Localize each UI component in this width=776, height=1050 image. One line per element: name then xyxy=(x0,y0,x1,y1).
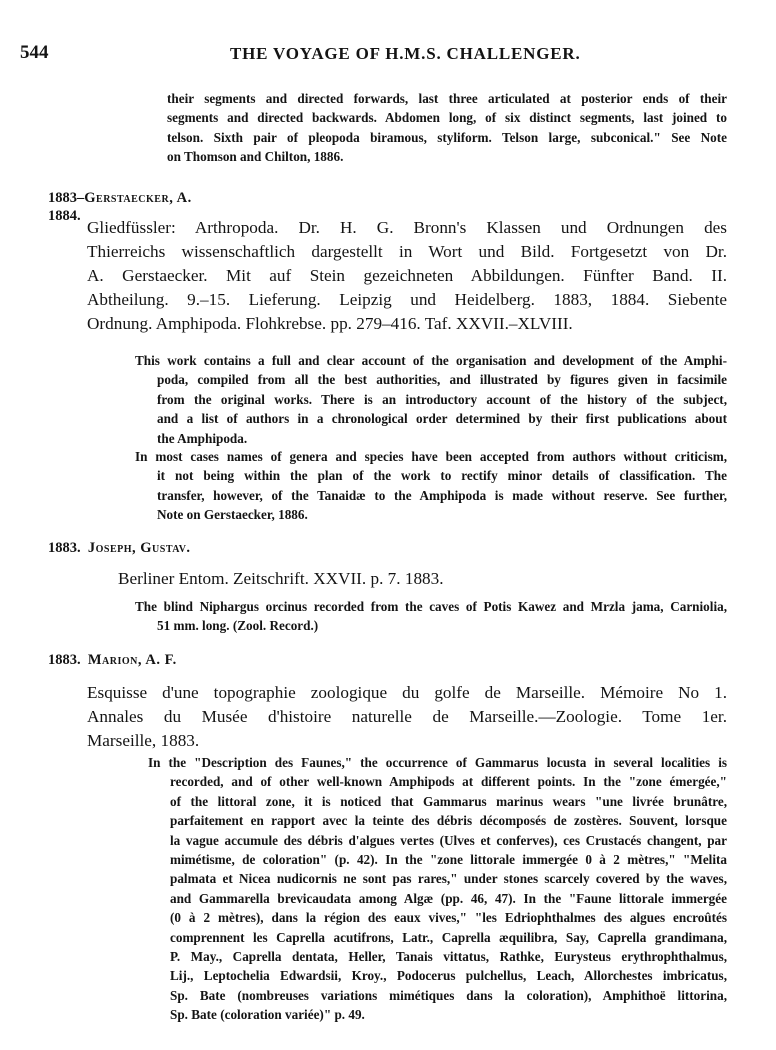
text-line: Lij., Leptochelia Edwardsii, Kroy., Podocerus pulchellus, Leach, Allorchestes imbricatus, xyxy=(170,968,727,984)
text-line: 51 mm. long. (Zool. Record.) xyxy=(157,618,319,634)
text-line: from the original works. There is an introductory account of the history of the subject, xyxy=(157,391,727,407)
text-line: Sp. Bate (coloration variée)" p. 49. xyxy=(170,1007,365,1023)
title-line: Berliner Entom. Zeitschrift. XXVII. p. 7. 1883. xyxy=(118,569,444,588)
running-title: THE VOYAGE OF H.M.S. CHALLENGER. xyxy=(230,44,581,63)
title-line: Gliedfüssler: Arthropoda. Dr. H. G. Bronn's Klassen und Ordnungen des xyxy=(87,218,727,237)
text-line: parfaitement en rapport avec la teinte des débris décomposés de zostères. Souvent, lorsque xyxy=(170,813,727,829)
text-line: Note on Gerstaecker, 1886. xyxy=(157,507,308,523)
entry-author: Gerstaecker, A. xyxy=(84,190,192,206)
text-line: on Thomson and Chilton, 1886. xyxy=(167,149,344,165)
title-line: Ordnung. Amphipoda. Flohkrebse. pp. 279–416. Taf. XXVII.–XLVIII. xyxy=(87,314,573,333)
text-line: comprennent les Caprella acutifrons, Latr., Caprella æquilibra, Say, Caprella grandimana, xyxy=(170,929,727,945)
entry-heading xyxy=(48,190,192,207)
text-line: of the littoral zone, it is noticed that Gammarus marinus wears "une livrée brunâtre, xyxy=(170,793,727,809)
entry-heading xyxy=(48,652,177,669)
text-line: segments and directed backwards. Abdomen long, of six distinct segments, last joined to xyxy=(167,110,727,126)
text-line: This work contains a full and clear account of the organisation and development of the Amphi- xyxy=(135,353,727,368)
title-line: Abtheilung. 9.–15. Lieferung. Leipzig und Heidelberg. 1883, 1884. Siebente xyxy=(87,290,727,309)
text-line: (0 à 2 mètres), dans la région des eaux vives," "les Edriophthalmes des algues encroûtés xyxy=(170,910,727,926)
entry-note xyxy=(135,597,727,636)
entry-heading xyxy=(48,540,191,557)
entry-title xyxy=(87,216,727,336)
entry-title xyxy=(118,567,727,591)
text-line: it not being within the plan of the work to rectify minor details of classification. The xyxy=(157,468,727,484)
title-line: Marseille, 1883. xyxy=(87,731,200,750)
intro-paragraph xyxy=(167,89,727,167)
text-line: palmata et Nicea nudicornis ne sont pas rares," under stones scarcely covered by the waves, xyxy=(170,871,727,887)
text-line: P. May., Caprella dentata, Heller, Tanais vittatus, Rathke, Eurysteus erythrophthalmus, xyxy=(170,949,727,965)
title-line: Thierreichs wissenschaftlich dargestellt in Wort und Bild. Fortgesetzt von Dr. xyxy=(87,242,727,261)
text-line: and Gammarella brevicaudata among Algæ (pp. 46, 47). In the "Faune littorale immergée xyxy=(170,890,727,906)
text-line: poda, compiled from all the best authorities, and illustrated by figures given in facsimile xyxy=(157,372,727,388)
entry-note xyxy=(135,351,727,448)
entry-note xyxy=(135,447,727,525)
entry-year-continued: 1884. xyxy=(48,208,81,224)
text-line: la vague accumule des débris d'algues vertes (Ulves et conferves), ces Crustacés changent, par xyxy=(170,832,727,848)
entry-note xyxy=(148,753,727,1025)
text-line: In the "Description des Faunes," the occurrence of Gammarus locusta in several localities is xyxy=(148,755,727,770)
text-line: mimétisme, de coloration" (p. 42). In the "zone littorale immergée 0 à 2 mètres," "Melita xyxy=(170,852,727,868)
page-number: 544 xyxy=(20,42,49,63)
text-line: transfer, however, of the Tanaidæ to the Amphipoda is made without reserve. See further, xyxy=(157,487,727,503)
text-line: telson. Sixth pair of pleopoda biramous, styliform. Telson large, subconical." See Note xyxy=(167,129,727,145)
entry-title xyxy=(87,681,727,753)
entry-year: 1883. xyxy=(48,652,81,668)
title-line: Annales du Musée d'histoire naturelle de Marseille.—Zoologie. Tome 1er. xyxy=(87,707,727,726)
entry-author: Joseph, Gustav. xyxy=(87,540,191,556)
title-line: Esquisse d'une topographie zoologique du golfe de Marseille. Mémoire No 1. xyxy=(87,683,727,702)
text-line: In most cases names of genera and species have been accepted from authors without criticism, xyxy=(135,449,727,464)
text-line: the Amphipoda. xyxy=(157,430,248,446)
page-header xyxy=(20,42,750,66)
entry-year: 1883– xyxy=(48,190,85,206)
text-line: their segments and directed forwards, last three articulated at posterior ends of their xyxy=(167,91,727,106)
title-line: A. Gerstaecker. Mit auf Stein gezeichneten Abbildungen. Fünfter Band. II. xyxy=(87,266,727,285)
text-line: and a list of authors in a chronological order determined by their first publications about xyxy=(157,411,727,427)
entry-year: 1883. xyxy=(48,540,81,556)
text-line: recorded, and of other well-known Amphipods at different points. In the "zone émergée," xyxy=(170,774,727,790)
text-line: Sp. Bate (nombreuses variations mimétiques dans la coloration), Amphithoë littorina, xyxy=(170,987,727,1003)
text-line: The blind Niphargus orcinus recorded from the caves of Potis Kawez and Mrzla jama, Carniolia, xyxy=(135,599,727,614)
entry-author: Marion, A. F. xyxy=(87,652,177,668)
